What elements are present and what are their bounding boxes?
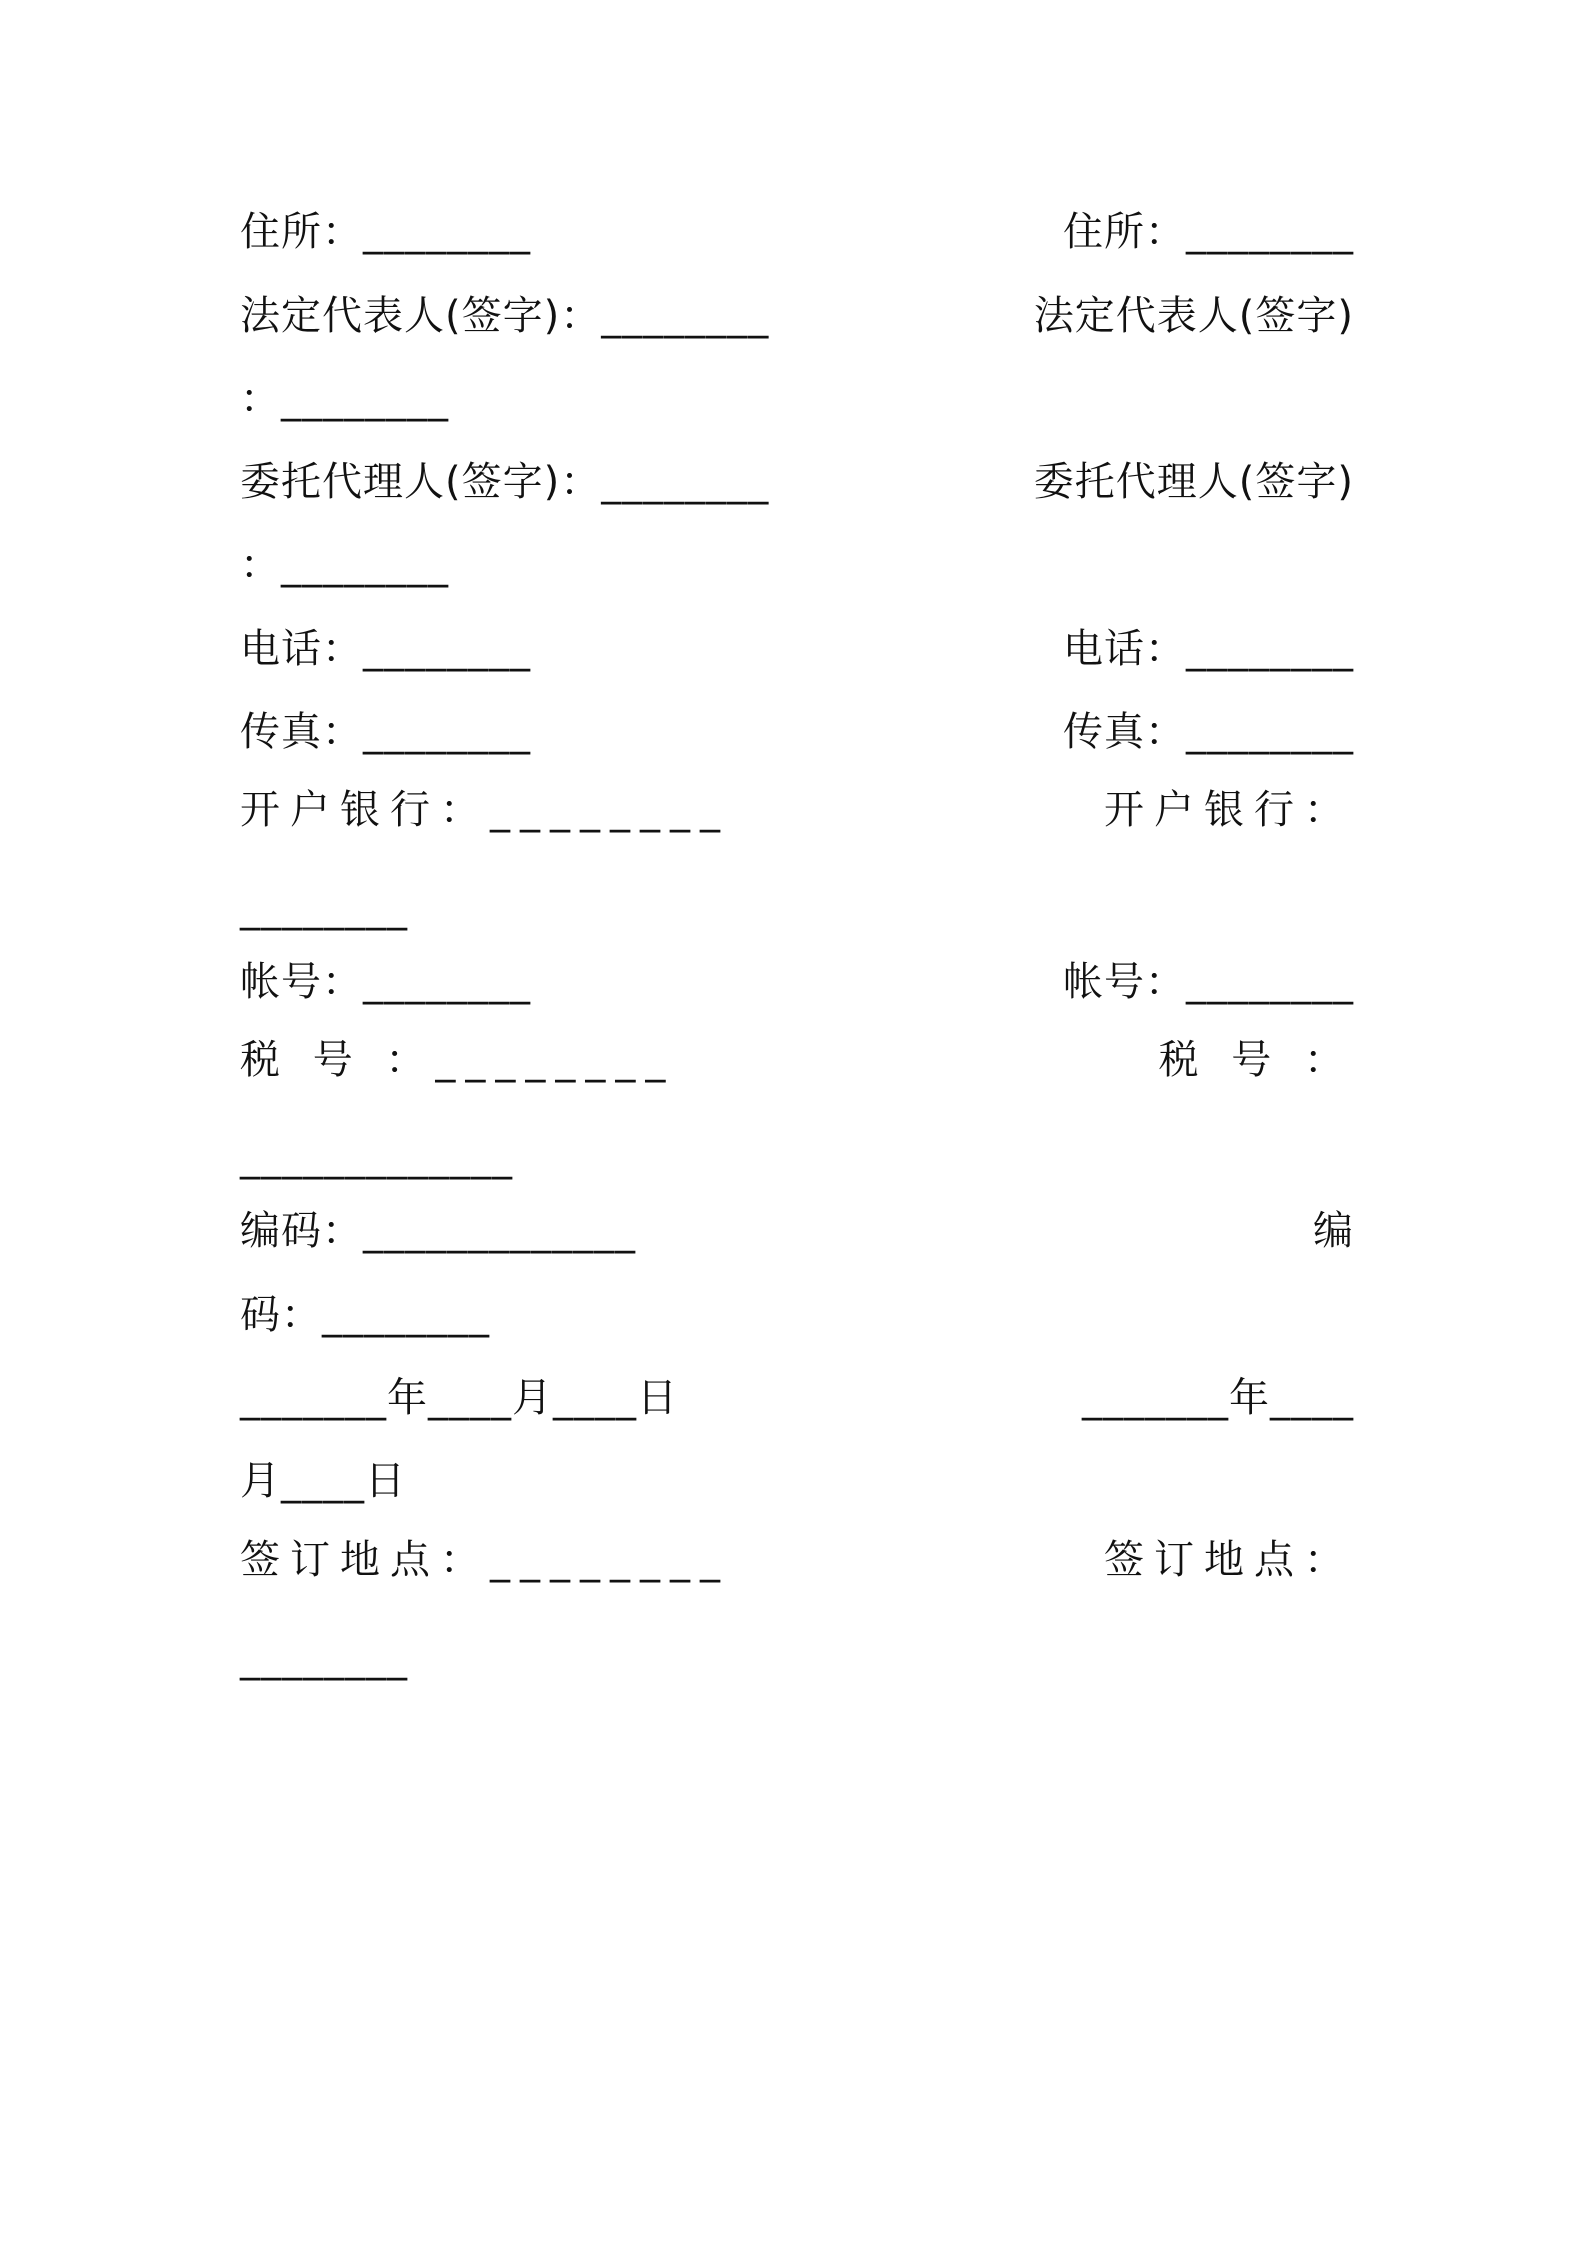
right-tax-id-label: 税 号 ： xyxy=(1158,1037,1354,1083)
left-tax-id-field: 税 号 ：________ xyxy=(240,1037,676,1083)
right-account-field: 帐号：________ xyxy=(1063,959,1354,1005)
right-postcode-label: 编 xyxy=(1313,1208,1354,1254)
right-legal-rep-label: 法定代表人(签字) xyxy=(1033,293,1354,339)
left-date-field: _______年____月____日 xyxy=(240,1375,678,1421)
left-address-field: 住所：________ xyxy=(240,209,531,255)
left-bank-field: 开户银行：________ xyxy=(240,787,730,833)
right-legal-rep-continuation: ：________ xyxy=(240,376,449,422)
right-signing-place-continuation: ________ xyxy=(240,1635,408,1681)
right-bank-label: 开户银行： xyxy=(1104,787,1354,833)
left-postcode-field: 编码：_____________ xyxy=(240,1208,636,1254)
right-bank-continuation: ________ xyxy=(240,885,408,931)
right-signing-place-label: 签订地点： xyxy=(1104,1537,1354,1583)
right-postcode-continuation: 码：________ xyxy=(240,1292,490,1338)
right-tax-id-continuation: _____________ xyxy=(240,1134,513,1180)
right-phone-field: 电话：________ xyxy=(1063,626,1354,672)
left-signing-place-field: 签订地点：________ xyxy=(240,1537,730,1583)
right-agent-label: 委托代理人(签字) xyxy=(1033,459,1354,505)
left-account-field: 帐号：________ xyxy=(240,959,531,1005)
right-date-label: _______年____ xyxy=(1082,1375,1354,1421)
left-phone-field: 电话：________ xyxy=(240,626,531,672)
right-address-field: 住所：________ xyxy=(1063,209,1354,255)
left-fax-field: 传真：________ xyxy=(240,709,531,755)
left-agent-field: 委托代理人(签字)：________ xyxy=(240,459,770,505)
right-date-continuation: 月____日 xyxy=(240,1458,406,1504)
right-agent-continuation: ：________ xyxy=(240,542,449,588)
left-legal-rep-field: 法定代表人(签字)：________ xyxy=(240,293,770,339)
right-fax-field: 传真：________ xyxy=(1063,709,1354,755)
